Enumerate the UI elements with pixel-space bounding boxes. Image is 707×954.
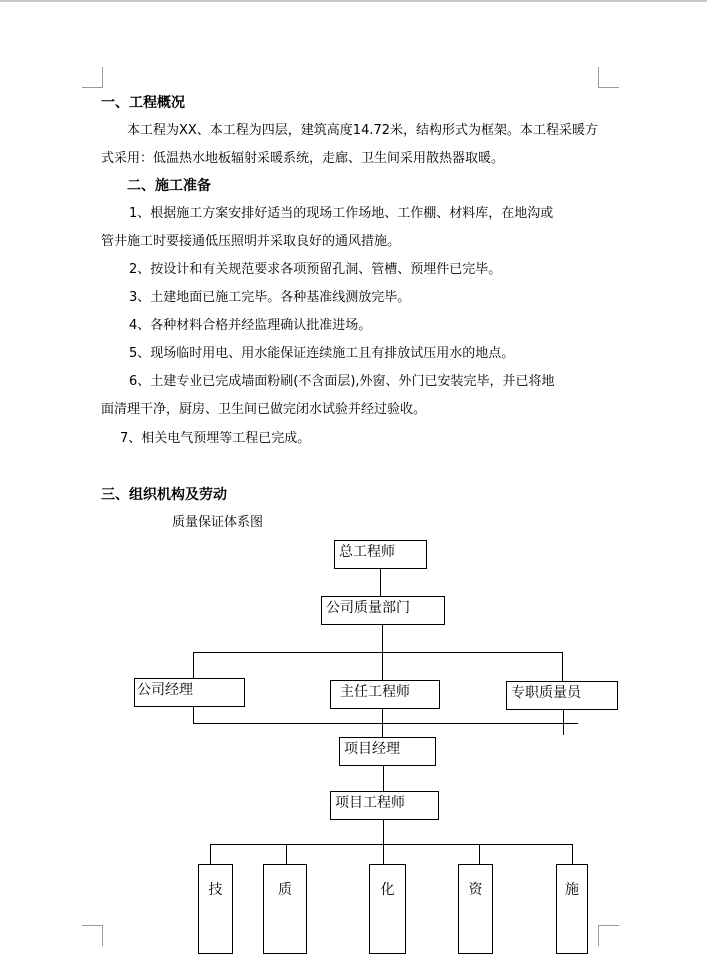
- box-bottom-3: 化: [369, 864, 406, 954]
- connector-lower-bus: [193, 723, 578, 724]
- section2-item4: 4、各种材料合格并经监理确认批准进场。: [129, 318, 372, 333]
- connector-lower-left-rise: [193, 706, 194, 724]
- section2-item2: 2、按设计和有关规范要求各项预留孔洞、管槽、预埋件已完毕。: [129, 262, 502, 277]
- org-chart-caption: 质量保证体系图: [172, 515, 264, 530]
- connector-lead-to-pm: [382, 708, 383, 737]
- box-quality-inspector: 专职质量员: [506, 681, 618, 710]
- connector-upper-bus: [193, 652, 563, 653]
- box-lead-engineer: 主任工程师: [330, 680, 440, 709]
- connector-bottom-drop-5: [572, 844, 573, 864]
- box-quality-dept: 公司质量部门: [321, 596, 445, 625]
- section2-item6-line2: 面清理干净，厨房、卫生间已做完闭水试验并经过验收。: [101, 402, 427, 417]
- section2-heading: 二、施工准备: [127, 178, 211, 194]
- section1-para-line2: 式采用：低温热水地板辐射采暖系统，走廊、卫生间采用散热器取暖。: [101, 151, 505, 166]
- section1-para-line1: 本工程为XX、本工程为四层，建筑高度14.72米，结构形式为框架。本工程采暖方: [127, 123, 599, 138]
- section2-item6-line1: 6、土建专业已完成墙面粉刷(不含面层),外窗、外门已安装完毕，并已将地: [129, 374, 555, 389]
- connector-bottom-drop-1: [210, 844, 211, 864]
- connector-pm-to-pe: [383, 765, 384, 792]
- box-company-manager: 公司经理: [134, 678, 245, 707]
- box-project-manager: 项目经理: [339, 737, 436, 766]
- section3-heading: 三、组织机构及劳动: [101, 487, 227, 503]
- connector-upper-right-drop: [562, 652, 563, 681]
- connector-bottom-drop-2: [286, 844, 287, 864]
- box-bottom-4: 资: [458, 864, 493, 954]
- section2-item1-line2: 管井施工时要接通低压照明并采取良好的通风措施。: [101, 234, 401, 249]
- connector-pe-down: [383, 819, 384, 844]
- section1-heading: 一、工程概况: [101, 95, 185, 111]
- box-chief-engineer: 总工程师: [334, 540, 427, 569]
- section2-item1-line1: 1、根据施工方案安排好适当的现场工作场地、工作棚、材料库，在地沟或: [129, 206, 554, 221]
- box-bottom-5: 施: [556, 864, 588, 954]
- connector-chief-to-dept: [380, 568, 381, 596]
- connector-lower-right-drop: [563, 708, 564, 735]
- section2-item7: 7、相关电气预埋等工程已完成。: [120, 431, 311, 446]
- connector-upper-left-drop: [193, 652, 194, 680]
- connector-bottom-drop-3: [383, 844, 384, 864]
- connector-bottom-drop-4: [479, 844, 480, 864]
- section2-item5: 5、现场临时用电、用水能保证连续施工且有排放试压用水的地点。: [129, 346, 515, 361]
- box-bottom-2: 质: [263, 864, 307, 954]
- section2-item3: 3、土建地面已施工完毕。各种基准线测放完毕。: [129, 290, 411, 305]
- box-bottom-1: 技: [198, 864, 233, 954]
- connector-bottom-bus: [210, 844, 573, 845]
- box-project-engineer: 项目工程师: [330, 791, 439, 820]
